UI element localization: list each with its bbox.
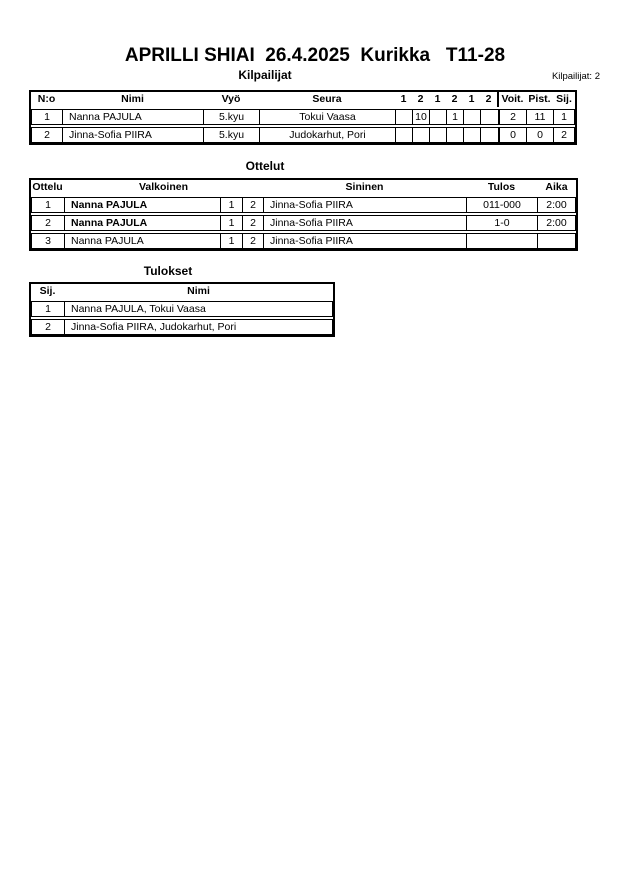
header-score-1: 1 <box>400 93 407 105</box>
header-no: N:o <box>37 93 56 105</box>
header-pist: Pist. <box>528 93 551 105</box>
blue-competitor-name: Jinna-Sofia PIIRA <box>264 216 467 230</box>
blue-competitor-number: 2 <box>243 234 264 248</box>
match-row <box>31 197 576 213</box>
competitor-belt: 5.kyu <box>204 110 260 124</box>
score-cell <box>481 110 498 124</box>
match-result: 011-000 <box>467 198 538 212</box>
header-score-4: 2 <box>451 93 458 105</box>
wins-cell: 0 <box>500 128 527 142</box>
score-cell <box>430 110 447 124</box>
score-cell <box>430 128 447 142</box>
score-cell <box>413 128 430 142</box>
placement-cell: 1 <box>561 111 567 123</box>
matches-table <box>29 178 578 251</box>
header-vyo: Vyö <box>221 93 241 105</box>
competitor-row <box>31 127 575 143</box>
competitors-table <box>29 90 577 145</box>
score-cell <box>464 128 481 142</box>
section-heading-kilpailijat: Kilpailijat <box>238 68 292 82</box>
points-cell: 0 <box>527 128 554 142</box>
result-placement: 1 <box>32 302 65 316</box>
header-sij: Sij. <box>39 285 56 297</box>
result-row <box>31 301 333 317</box>
competitor-number: 2 <box>32 128 63 142</box>
competitors-table-header-row <box>31 92 575 107</box>
white-competitor-number: 1 <box>221 216 243 230</box>
score-cell <box>464 110 481 124</box>
blue-competitor-name: Jinna-Sofia PIIRA <box>264 234 467 248</box>
competitor-club: Judokarhut, Pori <box>260 128 396 142</box>
competitor-name: Jinna-Sofia PIIRA <box>63 128 204 142</box>
header-seura: Seura <box>312 93 342 105</box>
white-competitor-name: Nanna PAJULA <box>65 198 221 212</box>
match-row <box>31 215 576 231</box>
results-table-header-row <box>31 284 333 299</box>
score-cell <box>396 128 413 142</box>
score-cell: 10 <box>413 110 430 124</box>
header-voit: Voit. <box>501 93 524 105</box>
match-number: 2 <box>32 216 65 230</box>
header-tulos: Tulos <box>487 181 516 193</box>
match-row <box>31 233 576 249</box>
competitor-club: Tokui Vaasa <box>260 110 396 124</box>
result-name: Jinna-Sofia PIIRA, Judokarhut, Pori <box>71 321 237 333</box>
match-result <box>467 234 538 248</box>
result-name: Nanna PAJULA, Tokui Vaasa <box>71 303 206 315</box>
score-cell <box>396 110 413 124</box>
blue-competitor-number: 2 <box>243 216 264 230</box>
competitor-number: 1 <box>32 110 63 124</box>
header-score-2: 2 <box>417 93 424 105</box>
header-nimi: Nimi <box>121 93 144 105</box>
white-competitor-name: Nanna PAJULA <box>65 216 221 230</box>
header-score-3: 1 <box>434 93 441 105</box>
header-score-6: 2 <box>485 93 492 105</box>
result-placement: 2 <box>32 320 65 334</box>
match-time: 2:00 <box>546 199 567 211</box>
competitor-belt: 5.kyu <box>204 128 260 142</box>
matches-table-header-row <box>31 180 576 195</box>
section-heading-tulokset: Tulokset <box>143 264 193 278</box>
header-ottelu: Ottelu <box>32 181 63 193</box>
match-time: 2:00 <box>546 217 567 229</box>
match-number: 1 <box>32 198 65 212</box>
blue-competitor-name: Jinna-Sofia PIIRA <box>264 198 467 212</box>
header-sininen: Sininen <box>345 181 384 193</box>
section-heading-ottelut: Ottelut <box>245 159 285 173</box>
header-valkoinen: Valkoinen <box>138 181 189 193</box>
competitor-row <box>31 109 575 125</box>
score-cell <box>481 128 498 142</box>
competitors-count-label: Kilpailijat: 2 <box>551 71 600 82</box>
placement-cell: 2 <box>561 129 567 141</box>
header-score-5: 1 <box>468 93 475 105</box>
result-row <box>31 319 333 335</box>
wins-cell: 2 <box>500 110 527 124</box>
points-cell: 11 <box>527 110 554 124</box>
score-cell: 1 <box>447 110 464 124</box>
match-result: 1-0 <box>467 216 538 230</box>
competitor-name: Nanna PAJULA <box>63 110 204 124</box>
match-time <box>538 234 575 248</box>
header-aika: Aika <box>545 181 568 193</box>
header-sij: Sij. <box>556 93 572 105</box>
page-title: APRILLI SHIAI 26.4.2025 Kurikka T11-28 <box>124 45 506 66</box>
white-competitor-number: 1 <box>221 234 243 248</box>
blue-competitor-number: 2 <box>243 198 264 212</box>
white-competitor-name: Nanna PAJULA <box>65 234 221 248</box>
header-nimi: Nimi <box>187 285 210 297</box>
results-table <box>29 282 335 337</box>
match-number: 3 <box>32 234 65 248</box>
white-competitor-number: 1 <box>221 198 243 212</box>
score-cell <box>447 128 464 142</box>
